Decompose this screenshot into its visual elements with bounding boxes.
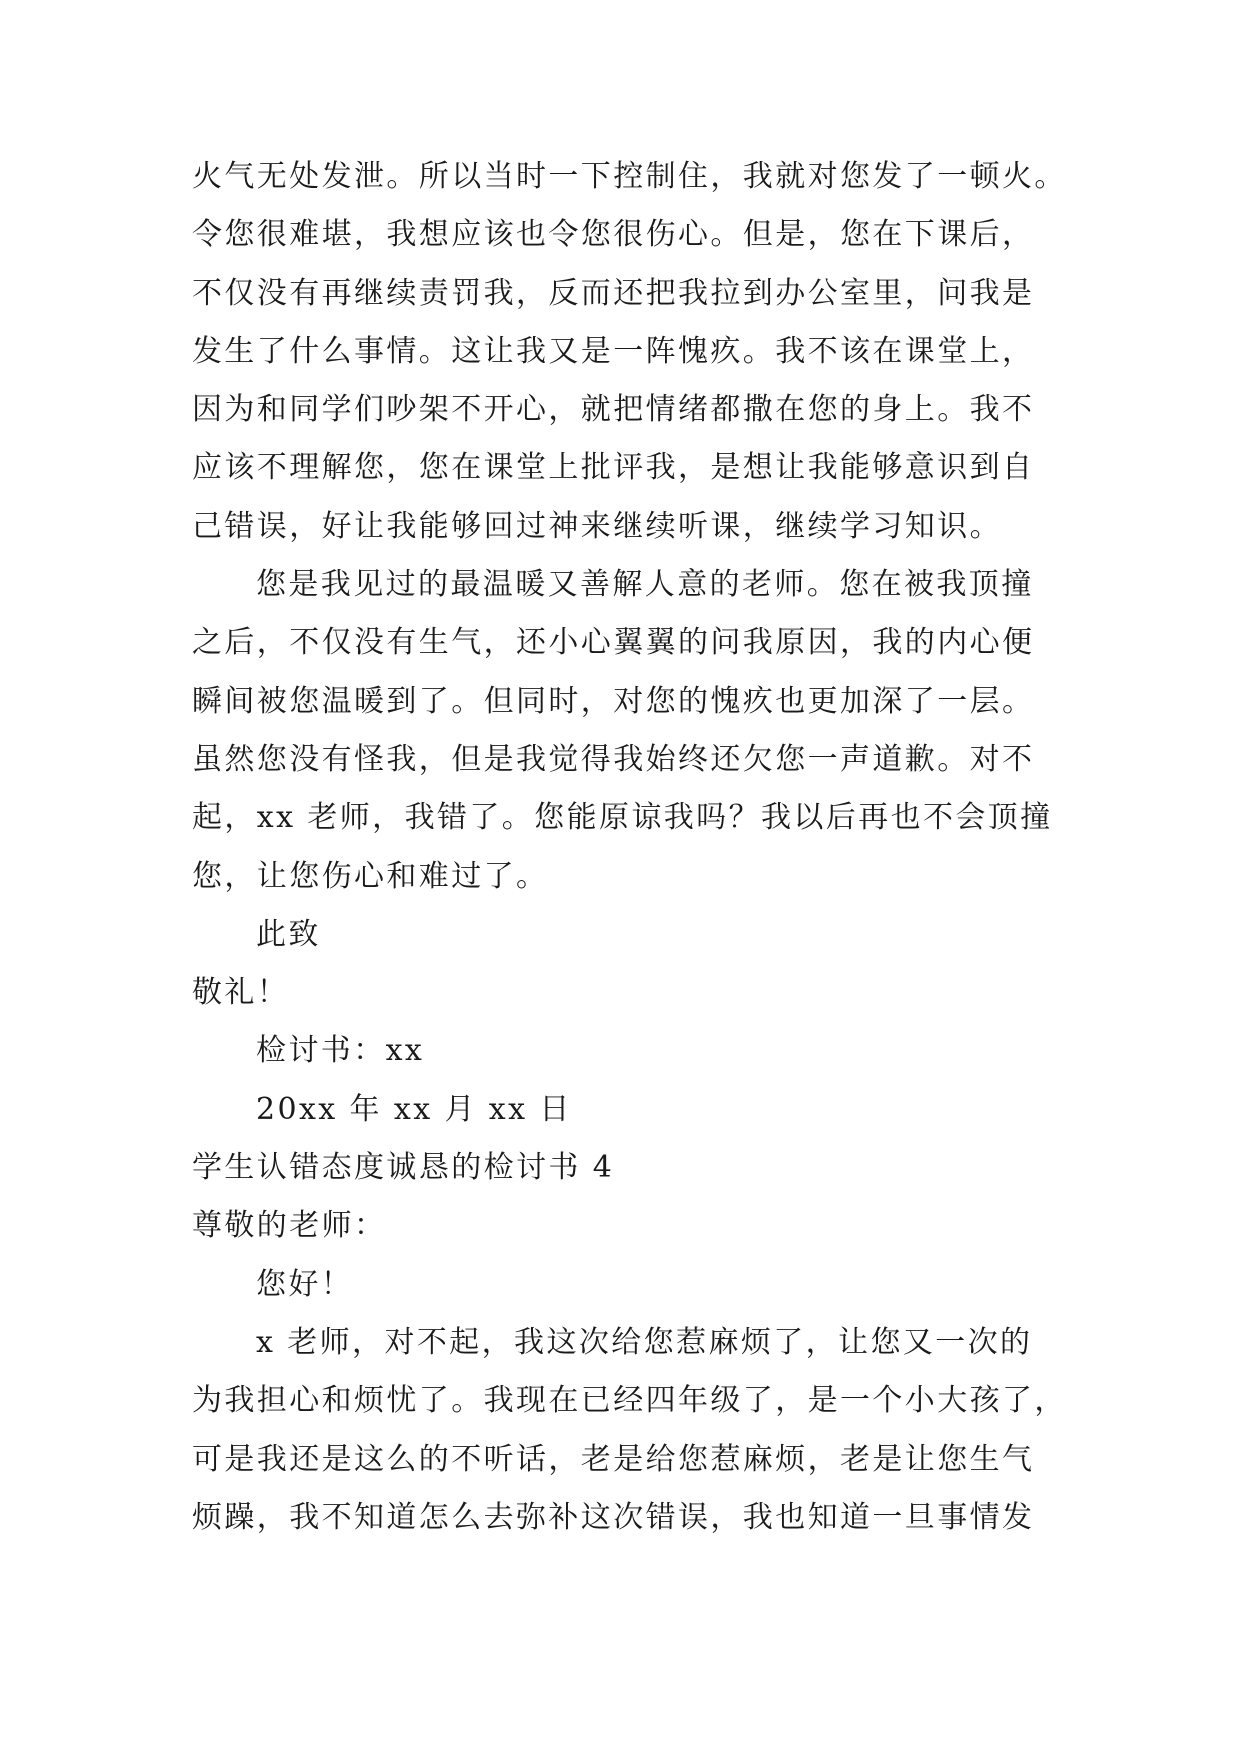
text-line: 可是我还是这么的不听话，老是给您惹麻烦，老是让您生气: [192, 1441, 1035, 1477]
text-line: 火气无处发泄。所以当时一下控制住，我就对您发了一顿火。: [192, 159, 1067, 194]
text-line: 不仅没有再继续责罚我，反而还把我拉到办公室里，问我是: [192, 275, 1035, 311]
text-line: 虽然您没有怪我，但是我觉得我始终还欠您一声道歉。对不: [192, 741, 1035, 777]
text-line: 令您很难堪，我想应该也令您很伤心。但是，您在下课后，: [192, 217, 1035, 253]
paragraph-start-line: 您是我见过的最温暖又善解人意的老师。您在被我顶撞: [256, 567, 1034, 603]
text-line: 您，让您伤心和难过了。: [192, 858, 549, 894]
text-line: 发生了什么事情。这让我又是一阵愧疚。我不该在课堂上，: [192, 333, 1035, 369]
paragraph-start-line: x 老师，对不起，我这次给您惹麻烦了，让您又一次的: [256, 1324, 1033, 1360]
text-line: 瞬间被您温暖到了。但同时，对您的愧疚也更加深了一层。: [192, 683, 1035, 719]
greeting-recipient: 尊敬的老师：: [192, 1208, 387, 1244]
text-line: 烦躁，我不知道怎么去弥补这次错误，我也知道一旦事情发: [192, 1499, 1035, 1535]
closing-salutation: 此致: [256, 916, 321, 952]
text-line: 之后，不仅没有生气，还小心翼翼的问我原因，我的内心便: [192, 625, 1035, 661]
text-line: 为我担心和烦忧了。我现在已经四年级了，是一个小大孩了，: [192, 1383, 1067, 1419]
text-line: 己错误，好让我能够回过神来继续听课，继续学习知识。: [192, 508, 1002, 544]
text-line: 起，xx 老师，我错了。您能原谅我吗？我以后再也不会顶撞: [192, 800, 1053, 836]
text-line: 应该不理解您，您在课堂上批评我，是想让我能够意识到自: [192, 450, 1035, 486]
date-line: 20xx 年 xx 月 xx 日: [256, 1091, 572, 1127]
greeting: 您好！: [256, 1266, 354, 1302]
text-line: 因为和同学们吵架不开心，就把情绪都撒在您的身上。我不: [192, 392, 1035, 428]
section-title: 学生认错态度诚恳的检讨书 4: [192, 1150, 615, 1186]
document-body: [192, 148, 1072, 1547]
signature-line: 检讨书：xx: [256, 1033, 425, 1069]
closing-regards: 敬礼！: [192, 975, 290, 1011]
